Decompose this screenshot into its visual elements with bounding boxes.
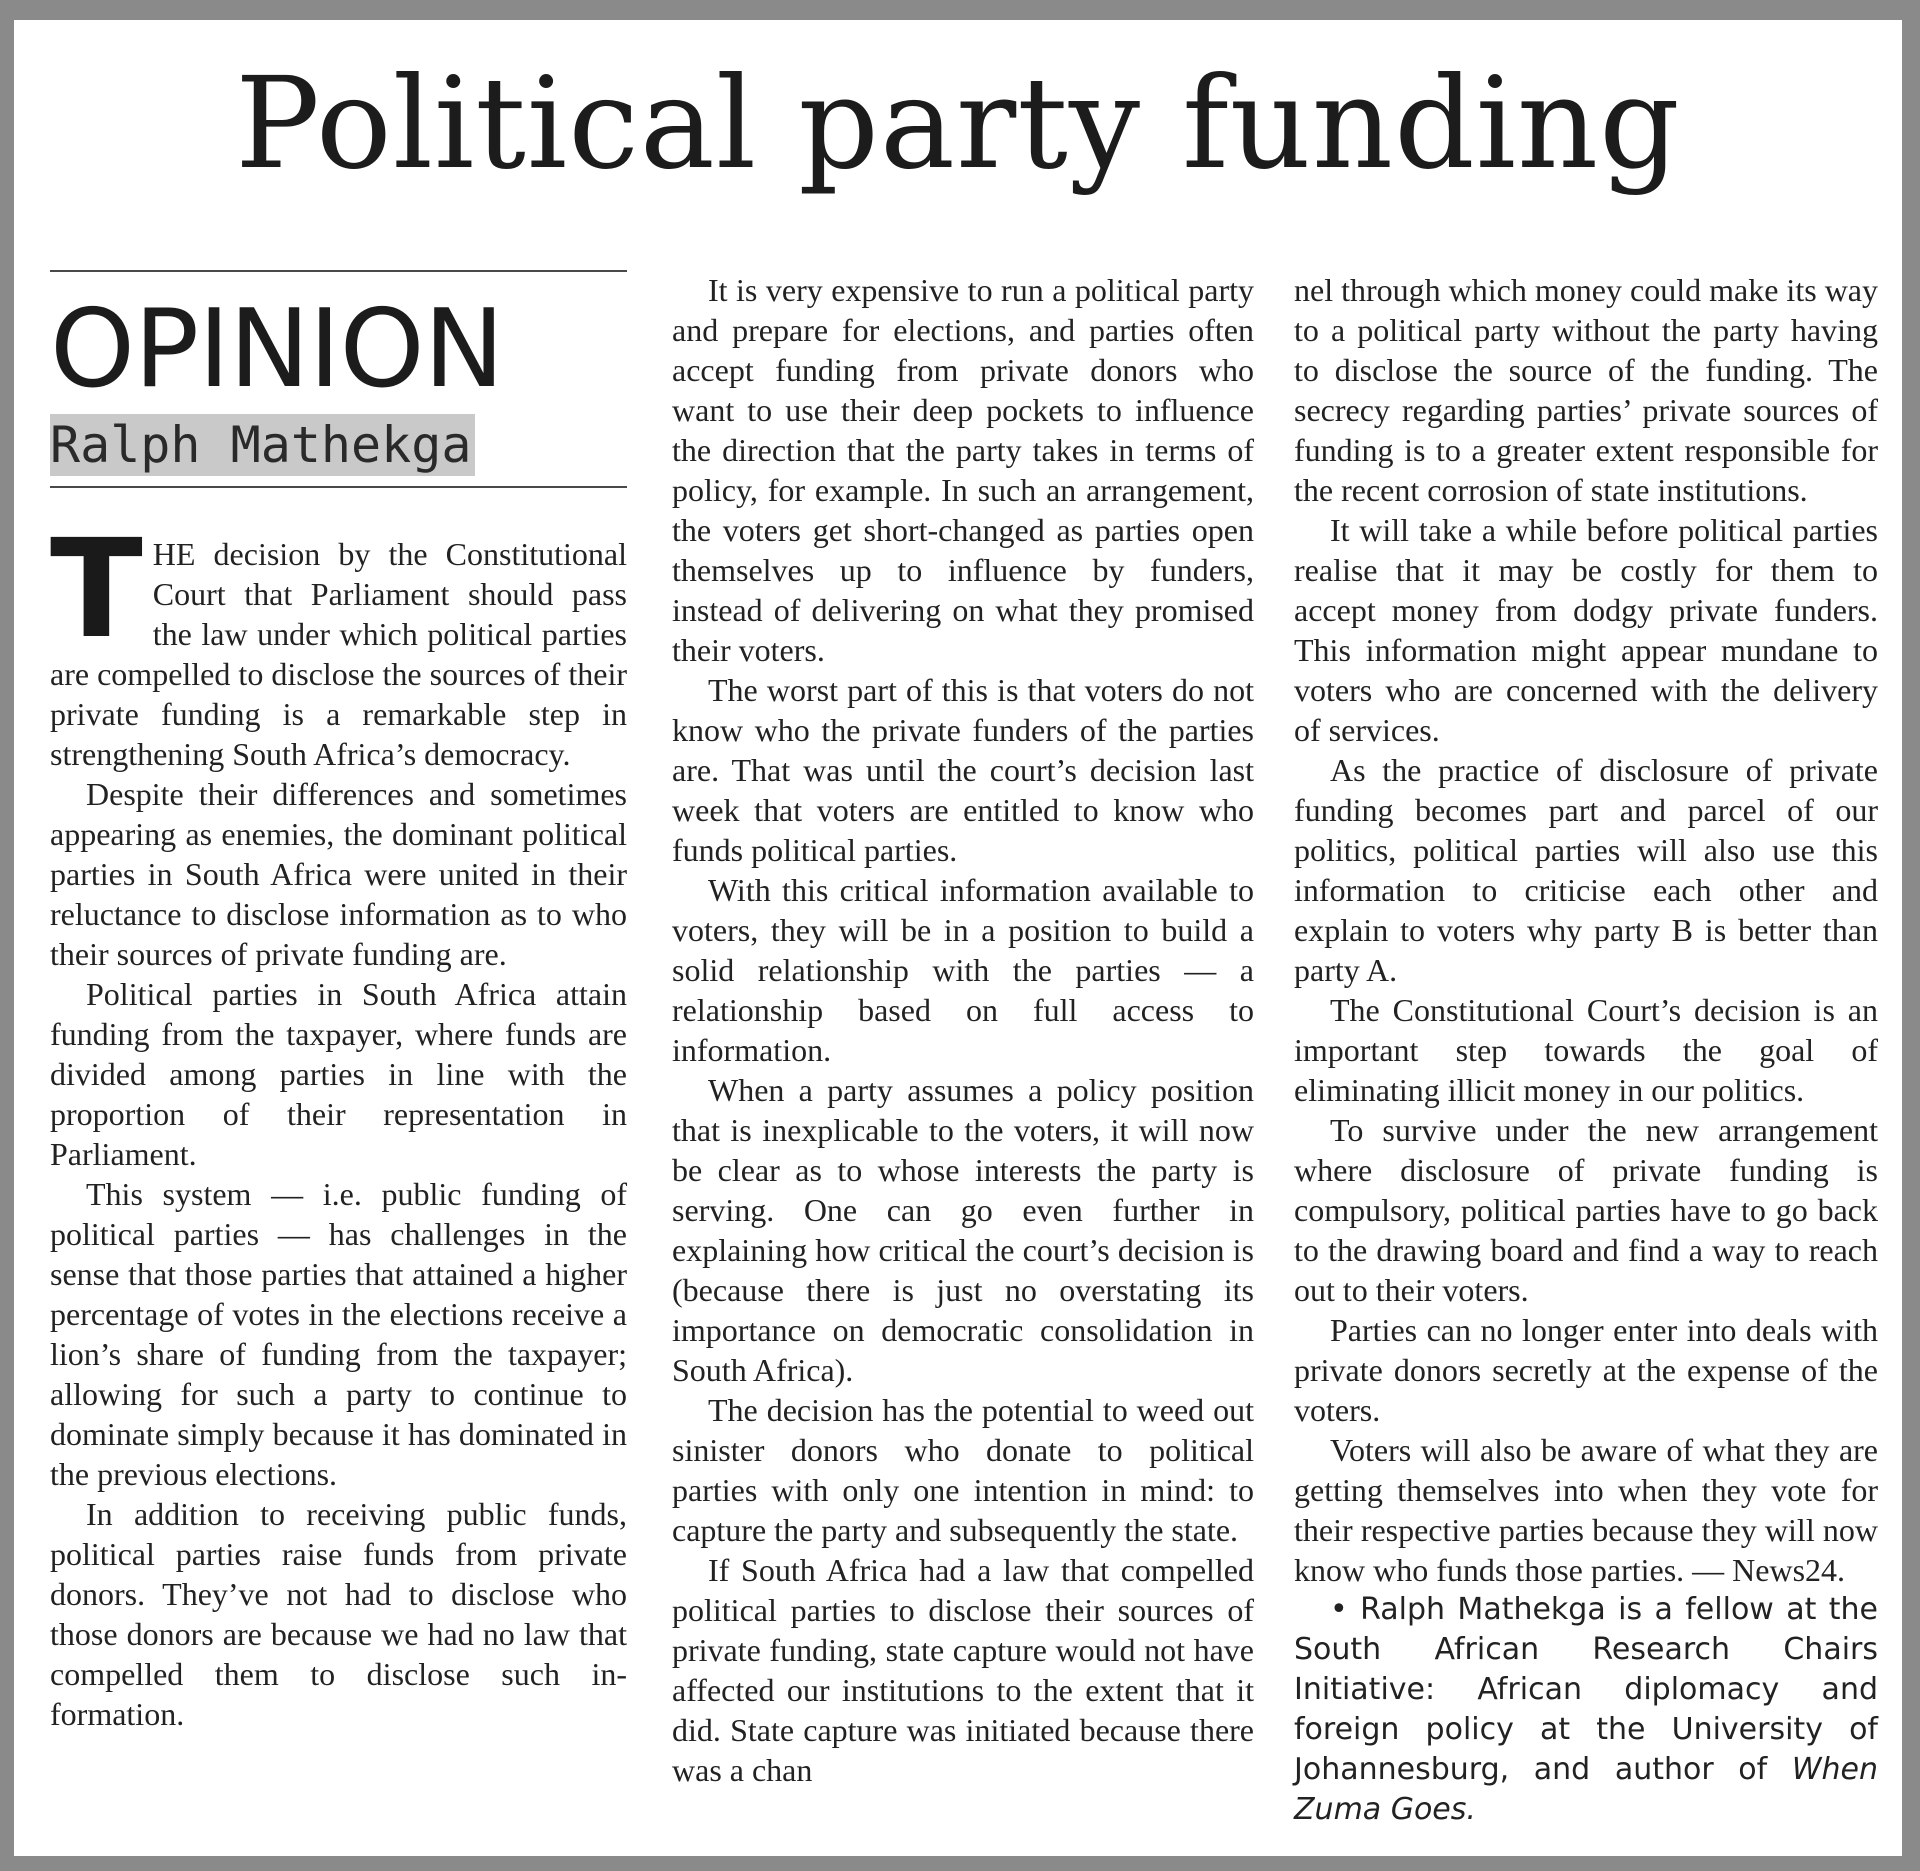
paragraph-5: In addition to receiving public funds, political parties raise funds from private donors. They’ve not had to disclose who those donors are because we had no law that compelled them to disclose such information. (50, 1496, 627, 1732)
paragraph-13: It will take a while before political parties realise that it may be costly for them to accept money from dodgy private funders. This information might appear mundane to voters who are concerned with the delivery of services. (1294, 512, 1878, 748)
headline: Political party funding (235, 50, 1681, 197)
paragraph-1 (50, 511, 627, 774)
paragraph-14: As the practice of disclosure of private funding becomes part and parcel of our politics, political parties will also use this information to criticise each other and explain to voters why party B is better than party A. (1294, 752, 1878, 988)
paragraph-8: With this critical information available to voters, they will be in a position to build a solid relationship with the parties — a relationship based on full access to information. (672, 872, 1254, 1068)
article-body-start (50, 511, 627, 1734)
paragraph-4: This system — i.e. public funding of political parties — has challenges in the sense that those parties that attained a higher percentage of votes in the elections receive a lion’s share of funding from the taxpayer; allowing for such a party to continue to dominate simply because it has dominated in the previous elections. (50, 1176, 627, 1492)
drop-cap: T (50, 511, 143, 669)
paragraph-12: nel through which money could make its way to a political party without the party having to disclose the source of the funding. The secrecy regarding parties’ private sources of funding is to a greater extent responsible for the recent corrosion of state institutions. (1294, 272, 1878, 508)
byline: Ralph Mathekga (50, 414, 475, 476)
paragraph-9: When a party assumes a policy position that is inexplicable to the voters, it will now be clear as to whose interests the party is serving. One can go even further in explaining how critical the court’s decision is (because there is just no overstating its importance on democratic consolidation in South Africa). (672, 1072, 1254, 1388)
paragraph-1-text: HE decision by the Constitutional Court that Parliament should pass the law under which political parties are compelled to disclose the sources of their private funding is a remarkable step in strengthening South Africa’s democracy. (50, 536, 627, 772)
author-bio-text: • Ralph Mathekga is a fellow at the South African Research Chairs Initiative: African diplomacy and foreign policy at the University of Johannesburg, and author of (1294, 1592, 1878, 1787)
book-title: When Zuma Goes. (1294, 1752, 1878, 1827)
paragraph-17: Parties can no longer enter into deals with private donors secretly at the expense of the voters. (1294, 1312, 1878, 1428)
paragraph-7: The worst part of this is that voters do not know who the private funders of the parties are. That was until the court’s decision last week that voters are entitled to know who funds political parties. (672, 672, 1254, 868)
paragraph-6: It is very expensive to run a political party and prepare for elections, and parties often accept funding from private donors who want to use their deep pockets to influence the direction that the party takes in terms of policy, for example. In such an arrangement, the voters get short-changed as parties open themselves up to influence by funders, instead of delivering on what they promised their voters. (672, 272, 1254, 668)
author-bio (1294, 1590, 1878, 1830)
paragraph-10: The decision has the potential to weed out sinister donors who donate to political parties with only one intention in mind: to capture the party and subsequently the state. (672, 1392, 1254, 1548)
paragraph-3: Political parties in South Africa attain funding from the taxpayer, where funds are divided among parties in line with the proportion of their representation in Parliament. (50, 976, 627, 1172)
paragraph-18: Voters will also be aware of what they are getting themselves into when they vote for their respective parties because they will now know who funds those parties. — News24. (1294, 1432, 1878, 1588)
paragraph-11: If South Africa had a law that compelled political parties to disclose their sources of private funding, state capture would not have affected our institutions to the extent that it did. State capture was initiated because there was a chan (672, 1552, 1254, 1788)
column-1 (50, 270, 627, 1734)
column-3 (1294, 270, 1878, 1830)
opinion-header (50, 272, 627, 486)
column-2 (672, 270, 1254, 1790)
paragraph-2: Despite their differences and sometimes appearing as enemies, the dominant political parties in South Africa were united in their reluctance to disclose information as to who their sources of private funding are. (50, 776, 627, 972)
bottom-rule (50, 486, 627, 488)
section-label: OPINION (50, 287, 504, 412)
paragraph-15: The Constitutional Court’s decision is an important step towards the goal of eliminating illicit money in our politics. (1294, 992, 1878, 1108)
newspaper-page (14, 20, 1902, 1856)
byline-wrap (50, 414, 627, 476)
paragraph-16: To survive under the new arrangement where disclosure of private funding is compulsory, political parties have to go back to the drawing board and find a way to reach out to their voters. (1294, 1112, 1878, 1308)
